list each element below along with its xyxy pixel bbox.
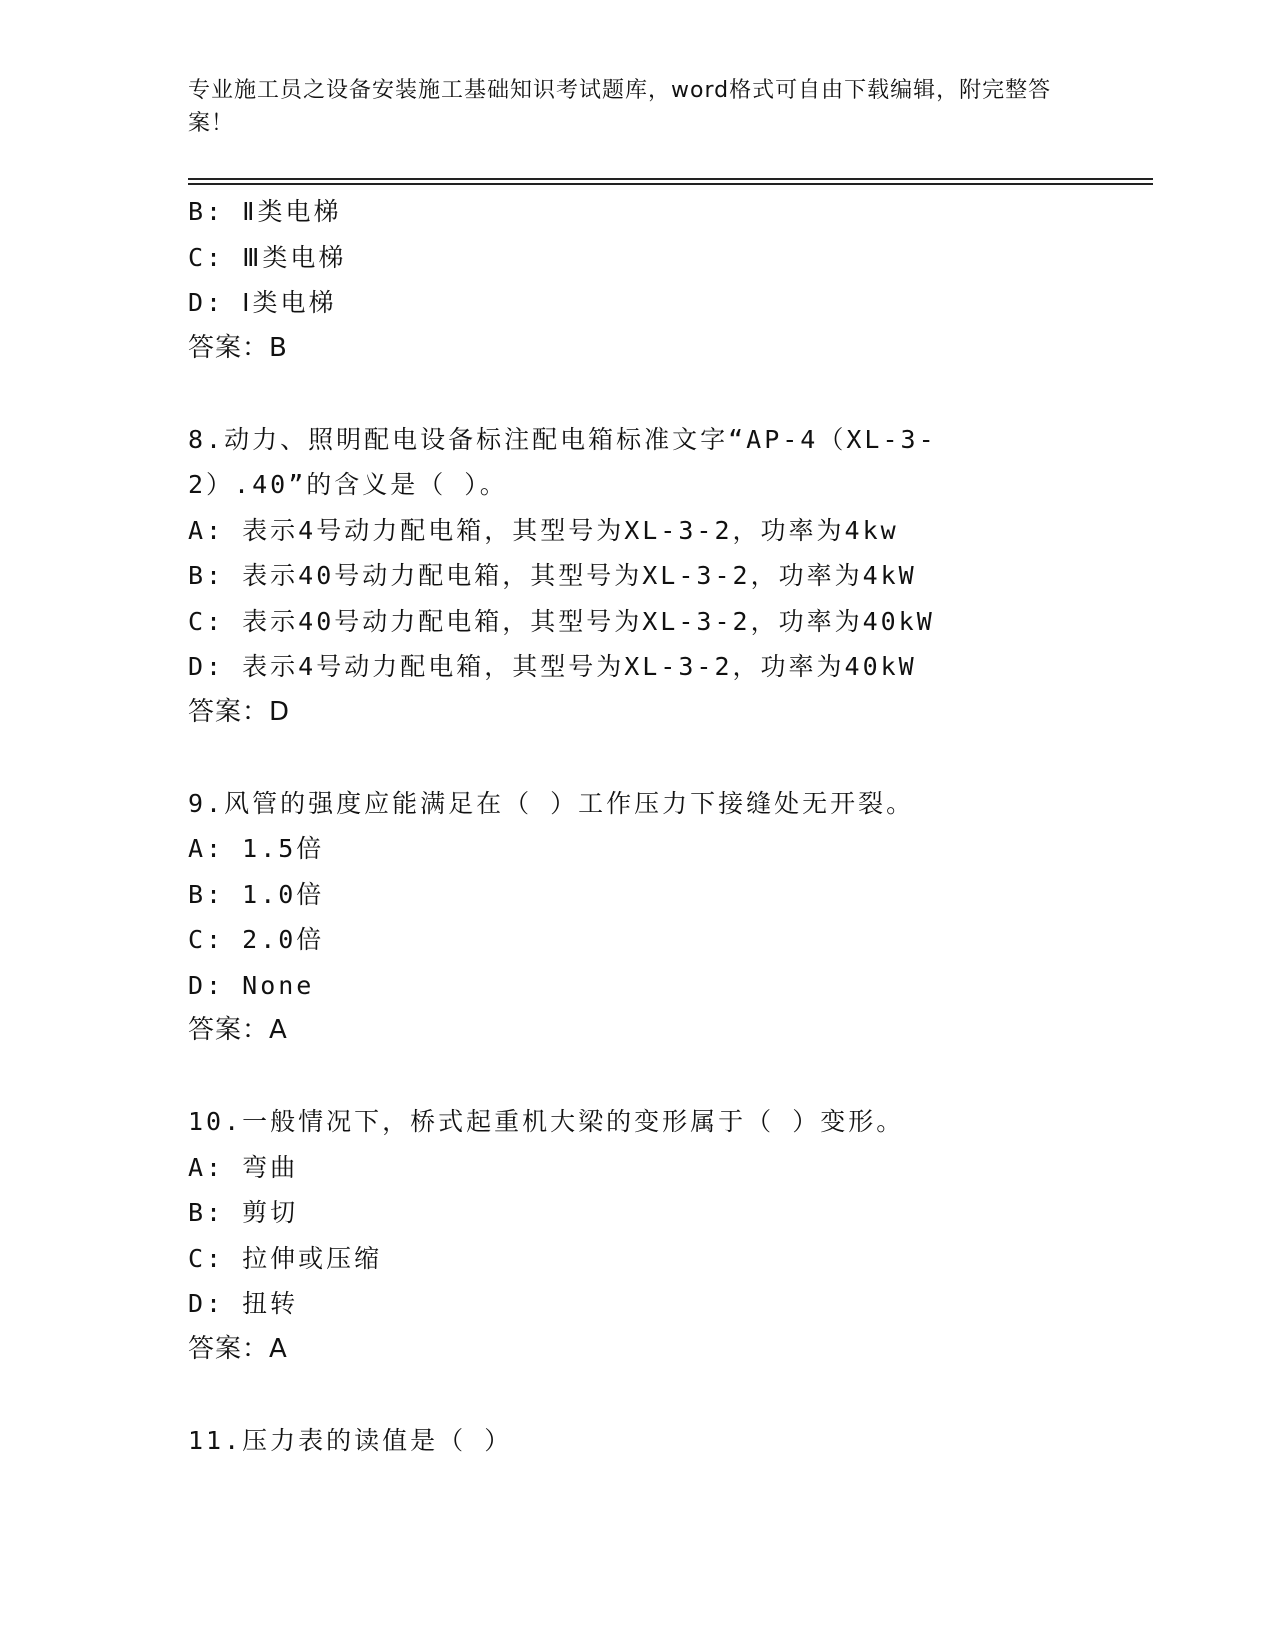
option-b: B: 剪切 [188, 1198, 299, 1227]
option-c: C: 拉伸或压缩 [188, 1243, 383, 1273]
document-header: 专业施工员之设备安装施工基础知识考试题库，word格式可自由下载编辑，附完整答案！ [188, 78, 1052, 136]
question-9 [188, 781, 1153, 1054]
question-text: 10.一般情况下，桥式起重机大梁的变形属于（ ）变形。 [188, 1107, 905, 1136]
question-text: 9.风管的强度应能满足在（ ）工作压力下接缝处无开裂。 [188, 788, 915, 818]
answer-line: 答案：A [188, 1015, 288, 1045]
option-a: A: 弯曲 [188, 1152, 299, 1182]
question-10 [188, 1099, 1153, 1372]
spacer [188, 1054, 1153, 1100]
question-8 [188, 417, 1153, 736]
option-d: D: None [188, 970, 315, 1000]
option-d: D: Ⅰ类电梯 [188, 288, 337, 317]
answer-line: 答案：B [188, 332, 288, 363]
question-text: 8.动力、照明配电设备标注配电箱标准文字“AP-4（XL-3-2）.40”的含义是（ ）。 [188, 424, 937, 499]
option-a: A: 表示4号动力配电箱，其型号为XL-3-2，功率为4kw [188, 515, 899, 545]
question-7-continued [188, 189, 1153, 371]
spacer [188, 371, 1153, 417]
option-c: C: 表示40号动力配电箱，其型号为XL-3-2，功率为40kW [188, 606, 935, 636]
option-b: B: Ⅱ类电梯 [188, 197, 342, 226]
option-b: B: 表示40号动力配电箱，其型号为XL-3-2，功率为4kW [188, 561, 917, 590]
option-c: C: Ⅲ类电梯 [188, 242, 347, 272]
spacer [188, 735, 1153, 781]
option-b: B: 1.0倍 [188, 879, 325, 909]
question-list [188, 189, 1153, 1463]
header-divider-bottom [188, 183, 1153, 185]
option-a: A: 1.5倍 [188, 834, 325, 863]
header-divider-top [188, 178, 1153, 180]
question-text: 11.压力表的读值是（ ） [188, 1425, 513, 1455]
question-11 [188, 1418, 1153, 1464]
option-c: C: 2.0倍 [188, 925, 325, 954]
option-d: D: 表示4号动力配电箱，其型号为XL-3-2，功率为40kW [188, 652, 917, 681]
option-d: D: 扭转 [188, 1289, 299, 1318]
answer-line: 答案：D [188, 696, 291, 727]
spacer [188, 1372, 1153, 1418]
answer-line: 答案：A [188, 1333, 288, 1364]
